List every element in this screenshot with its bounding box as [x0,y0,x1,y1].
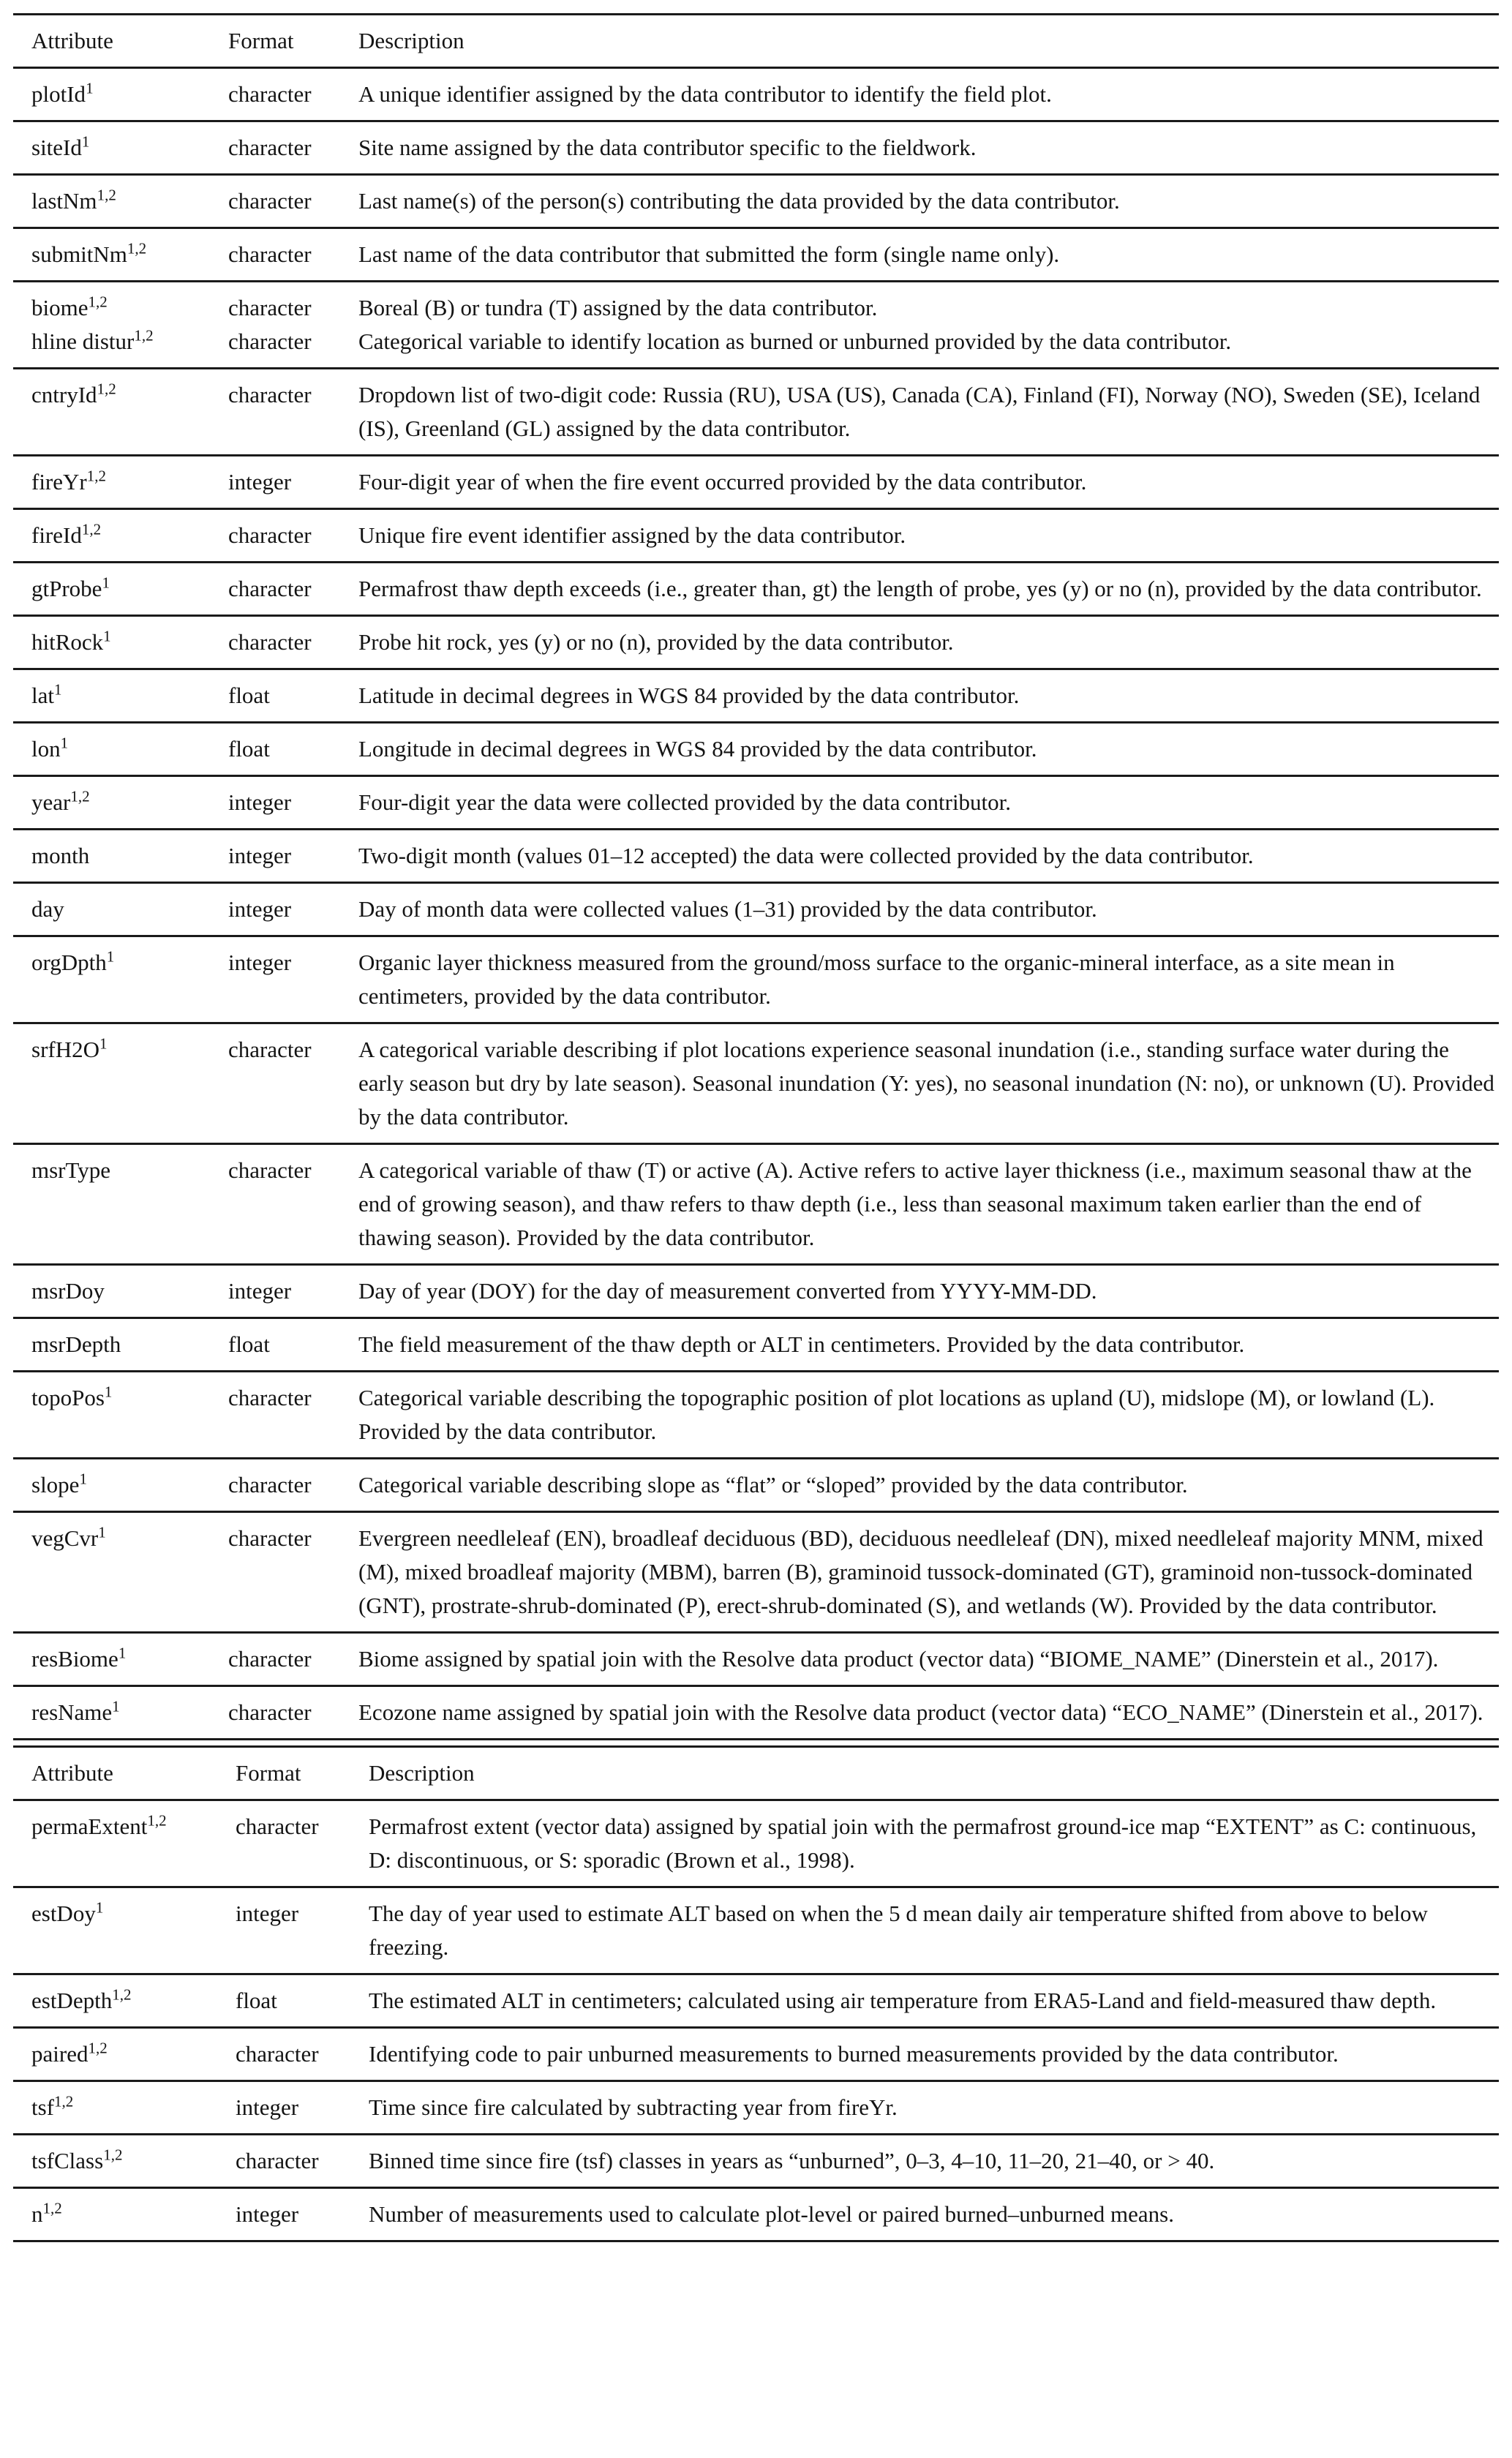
table-subrow [13,1984,1499,2018]
description-cell: Biome assigned by spatial join with the Resolve data product (vector data) “BIOME_NAME” (Dinerstein et al., 2017). [358,1646,1439,1672]
attribute-cell: resName$^1$ [31,1697,120,1725]
format-cell: character [228,1472,312,1497]
format-cell: character [228,1385,312,1410]
table-subrow [13,1522,1499,1623]
footnote-marker: 1 [95,1898,104,1917]
attribute-cell: msrDoy [31,1278,105,1304]
table-row [13,561,1499,614]
footnote-marker: 1 [102,574,110,592]
table-subrow [13,238,1499,271]
format-cell: integer [228,896,292,922]
table-subrow [13,1642,1499,1676]
attribute-table-2 [13,1745,1499,2242]
description-cell: Dropdown list of two-digit code: Russia (RU), USA (US), Canada (CA), Finland (FI), Norway (NO), Sweden (SE), Iceland (IS), Greenland (GL) assigned by the data contributor. [358,382,1481,441]
format-cell: character [228,382,312,407]
format-cell: character [228,135,312,160]
description-cell: Categorical variable to identify location as burned or unburned provided by the data contributor. [358,328,1232,354]
table-row [13,614,1499,668]
description-cell: A unique identifier assigned by the data contributor to identify the field plot. [358,81,1052,107]
attribute-cell: paired$^{1,2}$ [31,2039,108,2067]
format-cell: character [236,2041,319,2067]
format-cell: character [228,328,312,354]
table-row [13,1263,1499,1317]
description-cell: A categorical variable of thaw (T) or active (A). Active refers to active layer thickness (i.e., maximum seasonal thaw at the end of growing season), and thaw refers to thaw depth (i.e., less than seasonal maximum taken earlier than the end of thawing season). Provided by the data contributor. [358,1157,1472,1250]
footnote-marker: 1,2 [134,326,154,345]
description-cell: Day of month data were collected values (1–31) provided by the data contributor. [358,896,1097,922]
table-row [13,1022,1499,1143]
description-cell: Binned time since fire (tsf) classes in years as “unburned”, 0–3, 4–10, 11–20, 21–40, or > 40. [369,2148,1215,2173]
column-header-description: Description [358,28,464,53]
format-cell: character [228,1699,312,1725]
description-cell: Probe hit rock, yes (y) or no (n), provided by the data contributor. [358,629,954,655]
format-cell: character [228,1525,312,1551]
footnote-marker: 1 [118,1644,127,1662]
attribute-cell: tsf$^{1,2}$ [31,2092,74,2120]
table-subrow [13,78,1499,111]
table-row [13,2026,1499,2080]
table-header-subrow [13,1756,1499,1790]
attribute-cell: vegCvr$^1$ [31,1523,106,1551]
column-header-attribute: Attribute [31,1760,113,1786]
description-cell: Evergreen needleleaf (EN), broadleaf deciduous (BD), deciduous needleleaf (DN), mixed needleleaf majority MNM, mixed (M), mixed broadleaf majority (MBM), barren (B), graminoid tussock-dominated (GT), graminoid non-tussock-dominated (GNT), prostrate-shrub-dominated (P), erect-shrub-dominated (S), and wetlands (W). Provided by the data contributor. [358,1525,1483,1618]
description-cell: The day of year used to estimate ALT based on when the 5 d mean daily air temperature shifted from above to below freezing. [369,1901,1428,1960]
attribute-cell: tsfClass$^{1,2}$ [31,2146,123,2173]
format-cell: character [228,188,312,214]
attribute-cell: biome$^{1,2}$ [31,293,108,320]
table-row [13,1317,1499,1370]
format-cell: integer [228,1278,292,1304]
table-row [13,775,1499,828]
table-subrow [13,1468,1499,1502]
table-subrow [13,184,1499,218]
attribute-cell: $srfH2O^1$ [31,1034,108,1062]
footnote-marker: 1 [86,79,94,97]
table-row [13,67,1499,120]
footnote-marker: 1 [112,1697,120,1715]
attribute-cell: resBiome$^1$ [31,1644,127,1672]
description-cell: Ecozone name assigned by spatial join with the Resolve data product (vector data) “ECO_NAME” (Dinerstein et al., 2017). [358,1699,1483,1725]
attribute-cell: orgDpth$^1$ [31,947,115,975]
format-cell: character [236,2148,319,2173]
attribute-cell: permaExtent$^{1,2}$ [31,1811,167,1839]
description-cell: Day of year (DOY) for the day of measurement converted from YYYY-MM-DD. [358,1278,1097,1304]
format-cell: character [228,576,312,601]
table-subrow [13,2198,1499,2231]
format-cell: character [228,1646,312,1672]
table-row [13,1973,1499,2026]
description-cell: Identifying code to pair unburned measurements to burned measurements provided by the data contributor. [369,2041,1339,2067]
footnote-marker: 1,2 [70,787,90,805]
attribute-cell: day [31,896,64,922]
table-row [13,367,1499,454]
format-cell: integer [228,789,292,815]
format-cell: integer [228,843,292,868]
description-cell: Site name assigned by the data contributor specific to the fieldwork. [358,135,977,160]
description-cell: Longitude in decimal degrees in WGS 84 provided by the data contributor. [358,736,1037,762]
column-header-description: Description [369,1760,475,1786]
table-header-subrow [13,24,1499,58]
table-row [13,1143,1499,1263]
table-header-row [13,1748,1499,1799]
attribute-cell: estDoy$^1$ [31,1898,104,1926]
format-cell: character [228,1037,312,1062]
attribute-cell: plotId$^1$ [31,79,94,107]
format-cell: integer [228,950,292,975]
description-cell: Permafrost thaw depth exceeds (i.e., greater than, gt) the length of probe, yes (y) or no (n), provided by the data contributor. [358,576,1482,601]
table-row [13,120,1499,173]
description-cell: The estimated ALT in centimeters; calculated using air temperature from ERA5-Land and field-measured thaw depth. [369,1988,1437,2013]
table-row [13,508,1499,561]
table-header-row [13,15,1499,67]
table-subrow [13,465,1499,499]
format-cell: integer [236,2201,299,2227]
table-row [13,1631,1499,1685]
footnote-marker: 1,2 [88,2039,108,2057]
attribute-cell: lastNm$^{1,2}$ [31,186,116,214]
description-cell: The field measurement of the thaw depth or ALT in centimeters. Provided by the data contributor. [358,1331,1245,1357]
description-cell: Time since fire calculated by subtracting year from fireYr. [369,2094,898,2120]
footnote-marker: 1 [104,1383,113,1401]
table-subrow [13,2091,1499,2124]
format-cell: float [228,736,270,762]
footnote-marker: 1 [99,1034,108,1053]
table-row [13,1799,1499,1886]
table-subrow [13,892,1499,926]
table-subrow [13,131,1499,165]
attribute-cell: cntryId$^{1,2}$ [31,380,116,407]
table-subrow [13,1154,1499,1255]
table-row [13,1886,1499,1973]
attribute-cell: gtProbe$^1$ [31,574,110,601]
description-cell: Last name of the data contributor that submitted the form (single name only). [358,241,1060,267]
column-header-format: Format [228,28,294,53]
footnote-marker: 1,2 [54,2092,74,2111]
table-subrow [13,519,1499,552]
attribute-cell: estDepth$^{1,2}$ [31,1985,132,2013]
format-cell: integer [228,469,292,495]
table-row [13,935,1499,1022]
footnote-marker: 1,2 [42,2199,62,2217]
description-cell: Latitude in decimal degrees in WGS 84 provided by the data contributor. [358,683,1020,708]
footnote-marker: 1,2 [127,239,147,258]
attribute-cell: $n^{1,2}$ [31,2199,62,2227]
footnote-marker: 1 [103,627,111,645]
footnote-marker: 1,2 [88,293,108,311]
table-subrow [13,625,1499,659]
description-cell: Categorical variable describing the topographic position of plot locations as upland (U), midslope (M), or lowland (L). Provided by the data contributor. [358,1385,1435,1444]
footnote-marker: 1,2 [97,186,116,204]
attribute-cell: year$^{1,2}$ [31,787,90,815]
attribute-cell: msrDepth [31,1331,121,1357]
format-cell: float [228,1331,270,1357]
table-subrow [13,1696,1499,1729]
format-cell: character [228,522,312,548]
description-cell: Four-digit year of when the fire event occurred provided by the data contributor. [358,469,1087,495]
attribute-tables [13,13,1499,2242]
table-row [13,668,1499,721]
footnote-marker: 1,2 [81,520,102,538]
format-cell: character [228,1157,312,1183]
table-subrow [13,1033,1499,1134]
attribute-cell: msrType [31,1157,111,1183]
table-subrow [13,1810,1499,1877]
attribute-cell: hitRock$^1$ [31,627,111,655]
description-cell: Organic layer thickness measured from the ground/moss surface to the organic-mineral interface, as a site mean in centimeters, provided by the data contributor. [358,950,1395,1009]
table-subrow [13,378,1499,446]
table-subrow [13,1328,1499,1361]
attribute-cell: submitNm$^{1,2}$ [31,239,147,267]
table-subrow [13,572,1499,606]
table-row [13,882,1499,935]
format-cell: character [228,241,312,267]
table-row [13,1457,1499,1511]
footnote-marker: 1,2 [97,380,116,398]
column-header-attribute: Attribute [31,28,113,53]
footnote-marker: 1,2 [103,2146,123,2164]
format-cell: character [228,81,312,107]
table-subrow [13,1274,1499,1308]
description-cell: Categorical variable describing slope as “flat” or “sloped” provided by the data contributor. [358,1472,1188,1497]
table-subrow [13,325,1499,358]
table-row [13,2080,1499,2133]
format-cell: character [236,1814,319,1839]
table-subrow [13,2144,1499,2178]
footnote-marker: 1,2 [147,1811,167,1830]
table-row [13,173,1499,227]
table-subrow [13,1381,1499,1448]
description-cell: Four-digit year the data were collected provided by the data contributor. [358,789,1012,815]
table-subrow [13,679,1499,713]
table-row [13,828,1499,882]
attribute-table-1 [13,13,1499,1740]
footnote-marker: 1,2 [112,1985,132,2004]
table-row [13,227,1499,280]
description-cell: Boreal (B) or tundra (T) assigned by the data contributor. [358,295,878,320]
table-row [13,2187,1499,2240]
description-cell: A categorical variable describing if plot locations experience seasonal inundation (i.e., standing surface water during the early season but dry by late season). Seasonal inundation (Y: yes), no seasonal inundation (N: no), or unknown (U). Provided by the data contributor. [358,1037,1494,1130]
table-row [13,280,1499,367]
attribute-cell: lat$^1$ [31,680,62,708]
footnote-marker: 1 [98,1523,106,1541]
table-row [13,454,1499,508]
attribute-cell: siteId$^1$ [31,132,90,160]
table-row [13,1511,1499,1631]
footnote-marker: 1 [54,680,62,699]
footnote-marker: 1 [60,734,69,752]
attribute-cell: fireId$^{1,2}$ [31,520,102,548]
table-subrow [13,2037,1499,2071]
attribute-cell: hline distur$^{1,2}$ [31,326,154,354]
description-cell: Last name(s) of the person(s) contributing the data provided by the data contributor. [358,188,1120,214]
format-cell: character [228,629,312,655]
table-row [13,721,1499,775]
description-cell: Permafrost extent (vector data) assigned by spatial join with the permafrost ground-ice map “EXTENT” as C: continuous, D: discontinuous, or S: sporadic (Brown et al., 1998). [369,1814,1477,1873]
table-row [13,2133,1499,2187]
table-subrow [13,946,1499,1013]
footnote-marker: 1,2 [86,467,106,485]
footnote-marker: 1 [81,132,90,151]
description-cell: Number of measurements used to calculate plot-level or paired burned–unburned means. [369,2201,1174,2227]
format-cell: integer [236,1901,299,1926]
description-cell: Unique fire event identifier assigned by the data contributor. [358,522,906,548]
table-row [13,1685,1499,1738]
format-cell: integer [236,2094,299,2120]
attribute-cell: lon$^1$ [31,734,69,762]
attribute-cell: month [31,843,90,868]
attribute-cell: fireYr$^{1,2}$ [31,467,106,495]
table-subrow [13,839,1499,873]
footnote-marker: 1 [79,1470,87,1488]
format-cell: float [236,1988,277,2013]
table-row [13,1370,1499,1457]
table-subrow [13,291,1499,325]
description-cell: Two-digit month (values 01–12 accepted) the data were collected provided by the data contributor. [358,843,1254,868]
table-subrow [13,732,1499,766]
format-cell: character [228,295,312,320]
attribute-cell: topoPos$^1$ [31,1383,113,1410]
column-header-format: Format [236,1760,301,1786]
attribute-cell: slope$^1$ [31,1470,87,1497]
footnote-marker: 1 [106,947,115,966]
table-subrow [13,1897,1499,1964]
table-subrow [13,786,1499,819]
format-cell: float [228,683,270,708]
